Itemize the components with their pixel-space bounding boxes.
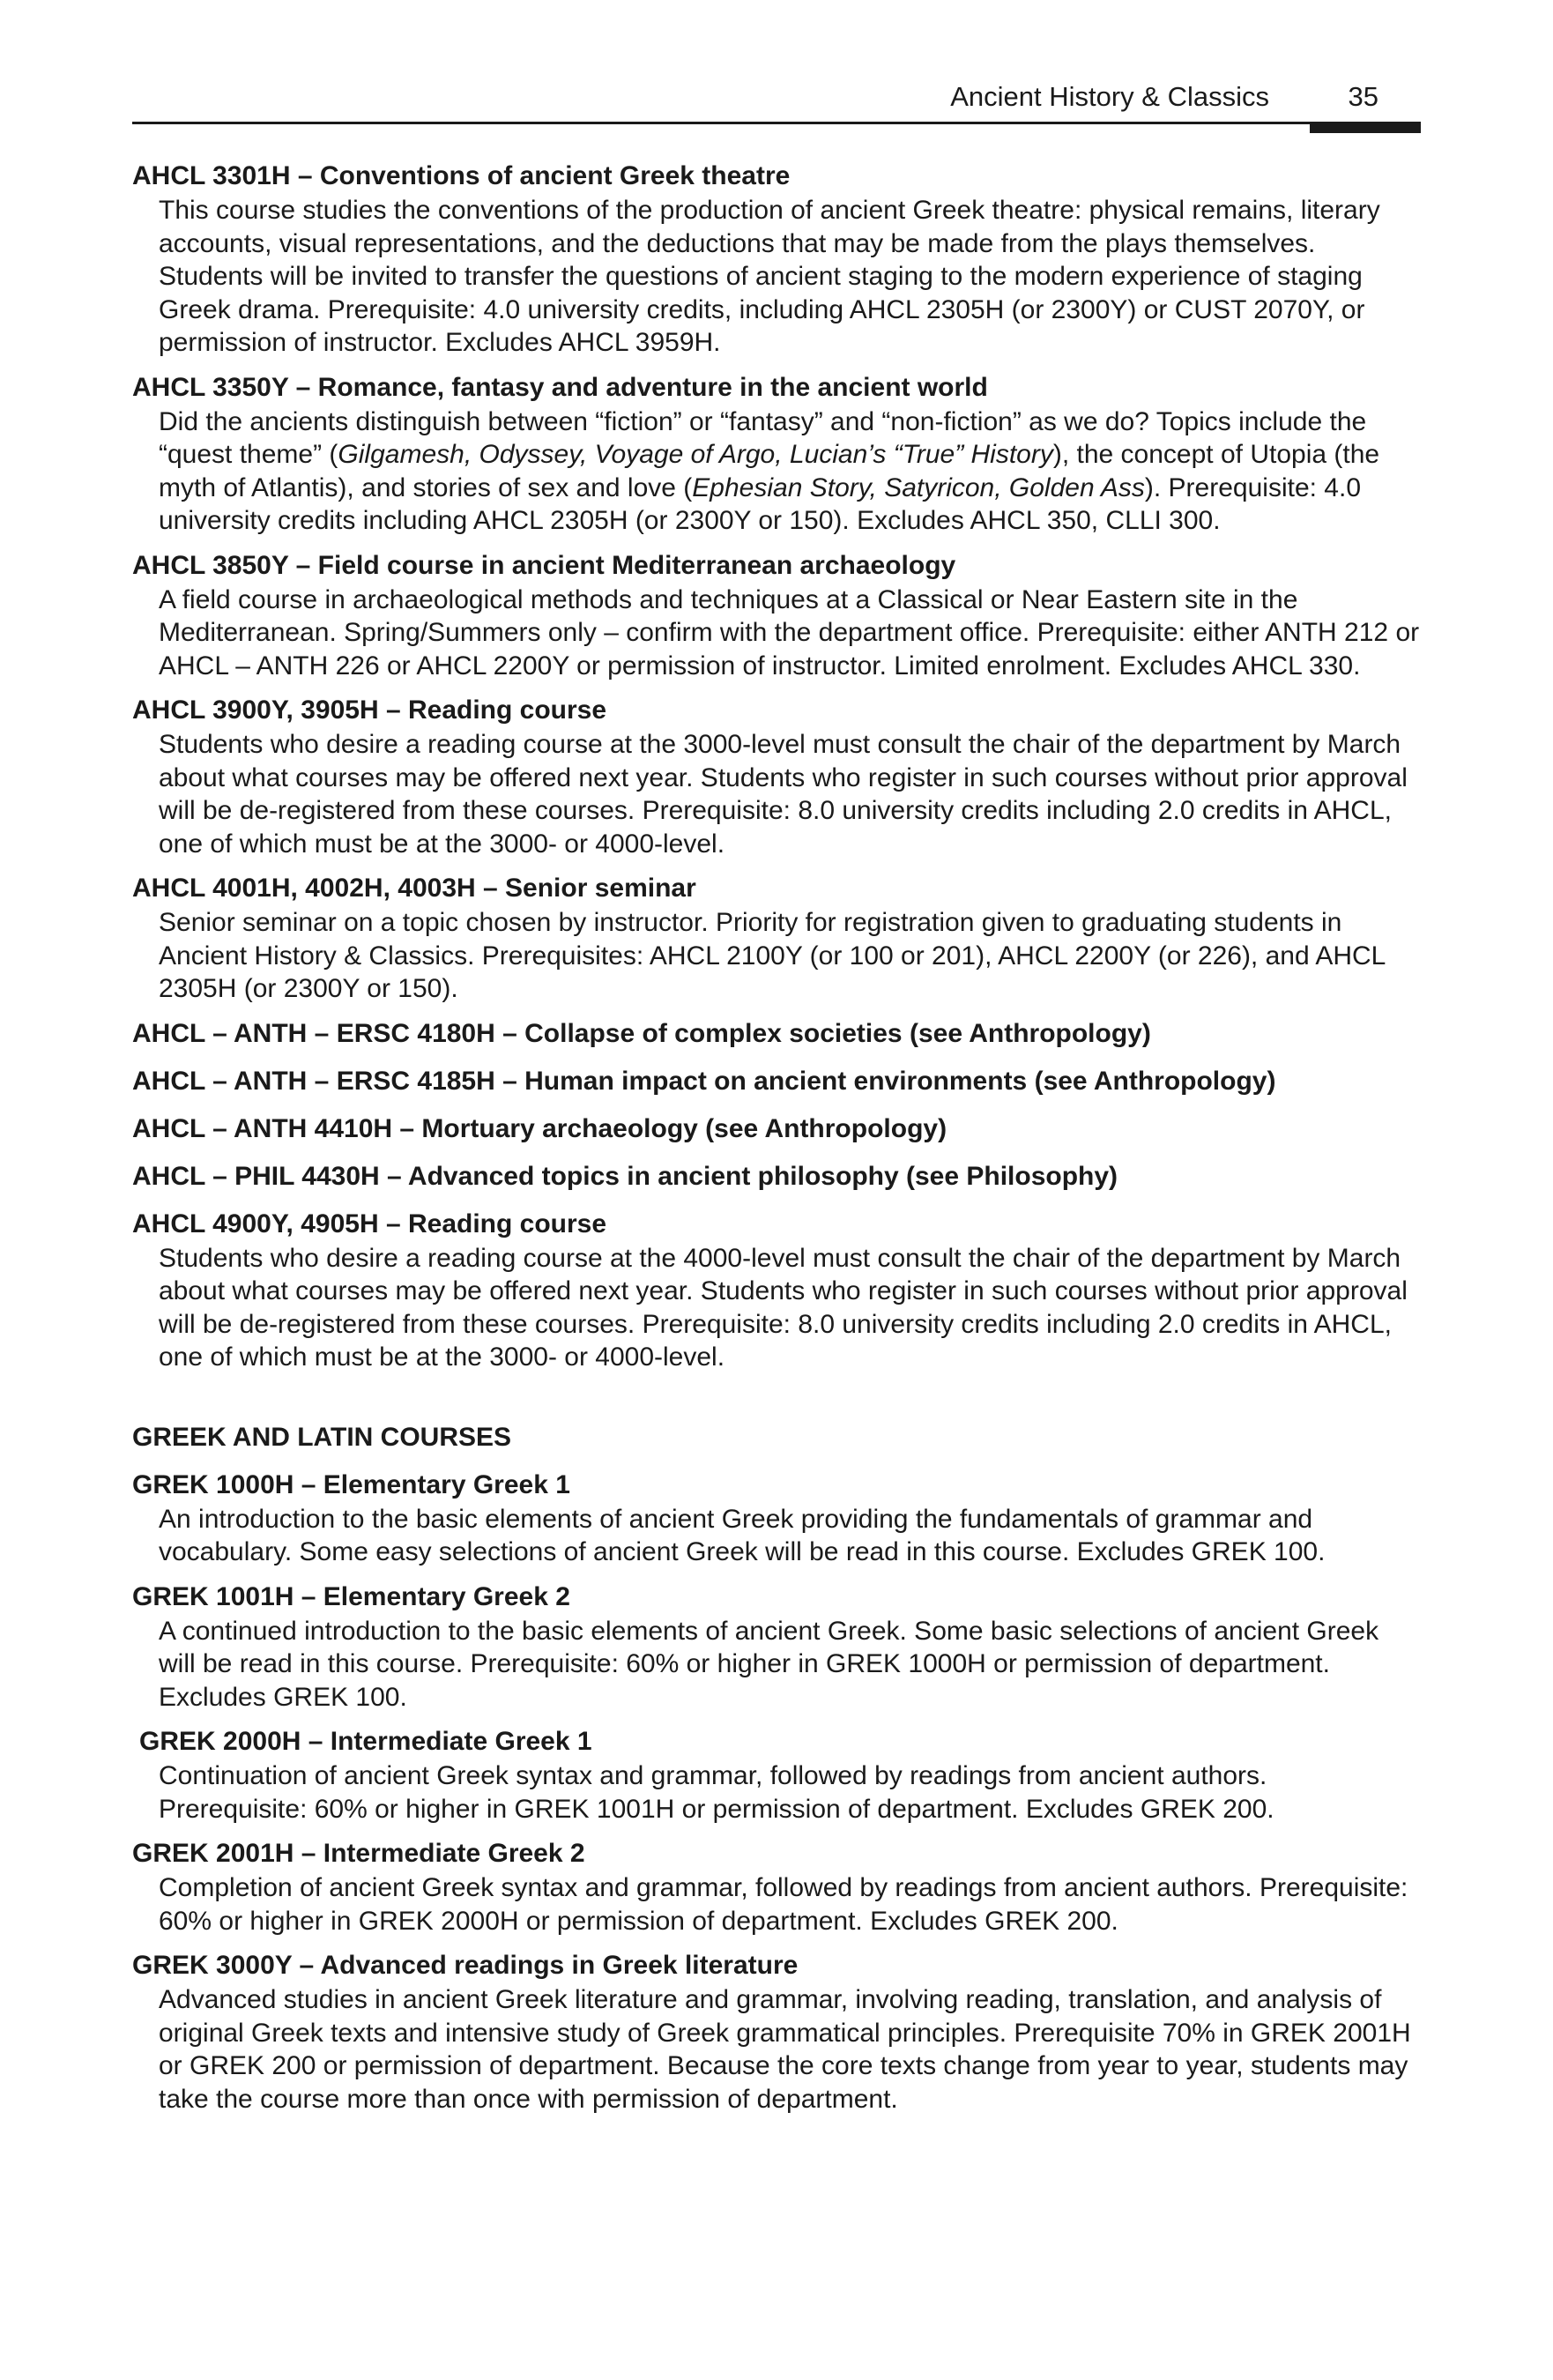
course-heading: AHCL 3350Y – Romance, fantasy and adventure in the ancient world bbox=[132, 372, 988, 402]
running-head-title: Ancient History & Classics bbox=[950, 81, 1269, 112]
course-description: Advanced studies in ancient Greek literature and grammar, involving reading, translation, and analysis of original Greek texts and intensive study of Greek grammatical principles. Prerequisite 70% in GREK 2001H or GREK 200 or permission of department. Because the core texts change from year to year, students may take the course more than once with permission of department. bbox=[159, 1985, 1411, 2114]
course-entry bbox=[132, 693, 1421, 860]
course-heading: GREK 2000H – Intermediate Greek 1 bbox=[139, 1727, 592, 1756]
course-entry bbox=[132, 1064, 1421, 1099]
section-title: GREEK AND LATIN COURSES bbox=[132, 1422, 512, 1452]
description-text: Did the ancients distinguish between “fiction” or “fantasy” and “non-fiction” as we do? Topics include the “quest theme” ( bbox=[159, 406, 1367, 469]
description-text: ), the concept of Utopia (the myth of Atlantis), and stories of sex and love ( bbox=[159, 440, 1380, 502]
course-heading: AHCL 4900Y, 4905H – Reading course bbox=[132, 1209, 607, 1238]
course-entry bbox=[132, 1724, 1421, 1826]
course-entry bbox=[132, 871, 1421, 1006]
course-description: A field course in archaeological methods and techniques at a Classical or Near Eastern site in the Mediterranean. Spring/Summers only – confirm with the department office. Prerequisite: either ANTH 212 or AHCL – ANTH 226 or AHCL 2200Y or permission of instructor. Limited enrolment. Excludes AHCL 330. bbox=[159, 584, 1420, 681]
italic-titles: Gilgamesh, Odyssey, Voyage of Argo, Lucian’s “True” History bbox=[338, 440, 1053, 469]
course-heading: AHCL 3301H – Conventions of ancient Greek theatre bbox=[132, 161, 791, 190]
course-heading: GREK 1000H – Elementary Greek 1 bbox=[132, 1469, 570, 1499]
course-heading: AHCL 3900Y, 3905H – Reading course bbox=[132, 695, 607, 725]
course-entry bbox=[132, 159, 1421, 360]
italic-titles: Ephesian Story, Satyricon, Golden Ass bbox=[692, 472, 1145, 502]
course-entry bbox=[132, 1159, 1421, 1194]
course-heading: AHCL – PHIL 4430H – Advanced topics in ancient philosophy (see Philosophy) bbox=[132, 1161, 1118, 1191]
course-description: Completion of ancient Greek syntax and grammar, followed by readings from ancient authors. Prerequisite: 60% or higher in GREK 2000H or permission of department. Excludes GREK 200. bbox=[159, 1873, 1408, 1936]
course-description: Students who desire a reading course at the 4000-level must consult the chair of the department by March about what courses may be offered next year. Students who register in such courses without prior approval will be de-registered from these courses. Prerequisite: 8.0 university credits including 2.0 credits in AHCL, one of which must be at the 3000- or 4000-level. bbox=[159, 1243, 1408, 1372]
header-rule bbox=[132, 122, 1310, 124]
page-number: 35 bbox=[1348, 81, 1378, 112]
course-heading: GREK 2001H – Intermediate Greek 2 bbox=[132, 1839, 585, 1868]
course-heading: GREK 1001H – Elementary Greek 2 bbox=[132, 1581, 570, 1611]
description-text: ). Prerequisite: 4.0 university credits including AHCL 2305H (or 2300Y or 150). Excludes AHCL 350, CLLI 300. bbox=[159, 472, 1362, 535]
running-header bbox=[132, 78, 1421, 123]
course-description: Students who desire a reading course at the 3000-level must consult the chair of the department by March about what courses may be offered next year. Students who register in such courses without prior approval will be de-registered from these courses. Prerequisite: 8.0 university credits including 2.0 credits in AHCL, one of which must be at the 3000- or 4000-level. bbox=[159, 730, 1408, 859]
course-entry bbox=[132, 1836, 1421, 1937]
course-description: Senior seminar on a topic chosen by instructor. Priority for registration given to graduating students in Ancient History & Classics. Prerequisites: AHCL 2100Y (or 100 or 201), AHCL 2200Y (or 226), and AHCL 2305H (or 2300Y or 150). bbox=[159, 908, 1386, 1003]
course-description: Continuation of ancient Greek syntax and grammar, followed by readings from ancient authors. Prerequisite: 60% or higher in GREK 1001H or permission of department. Excludes GREK 200. bbox=[159, 1761, 1274, 1824]
course-entry bbox=[132, 1112, 1421, 1147]
course-heading: AHCL 3850Y – Field course in ancient Mediterranean archaeology bbox=[132, 550, 956, 580]
course-heading: AHCL 4001H, 4002H, 4003H – Senior seminar bbox=[132, 874, 696, 903]
course-entry bbox=[132, 1016, 1421, 1052]
course-entry bbox=[132, 1207, 1421, 1374]
course-entry bbox=[132, 1948, 1421, 2116]
course-description bbox=[132, 405, 1421, 538]
course-description: A continued introduction to the basic elements of ancient Greek. Some basic selections of ancient Greek will be read in this course. Prerequisite: 60% or higher in GREK 1000H or permission of department. Excludes GREK 100. bbox=[159, 1616, 1379, 1712]
course-entry bbox=[132, 370, 1421, 538]
course-entry bbox=[132, 1468, 1421, 1569]
course-description: An introduction to the basic elements of ancient Greek providing the fundamentals of grammar and vocabulary. Some easy selections of ancient Greek will be read in this course. Excludes GREK 100. bbox=[159, 1504, 1326, 1566]
course-heading: AHCL – ANTH 4410H – Mortuary archaeology (see Anthropology) bbox=[132, 1113, 947, 1143]
course-listing bbox=[132, 159, 1421, 2126]
course-heading: AHCL – ANTH – ERSC 4180H – Collapse of complex societies (see Anthropology) bbox=[132, 1018, 1151, 1048]
header-thumb-tab bbox=[1310, 122, 1421, 133]
course-heading: GREK 3000Y – Advanced readings in Greek literature bbox=[132, 1951, 799, 1980]
course-entry bbox=[132, 548, 1421, 683]
course-description: This course studies the conventions of the production of ancient Greek theatre: physical remains, literary accounts, visual representations, and the deductions that may be made from the plays themselves. Students will be invited to transfer the questions of ancient staging to the modern experience of staging Greek drama. Prerequisite: 4.0 university credits, including AHCL 2305H (or 2300Y) or CUST 2070Y, or permission of instructor. Excludes AHCL 3959H. bbox=[159, 196, 1380, 357]
course-heading: AHCL – ANTH – ERSC 4185H – Human impact on ancient environments (see Anthropology) bbox=[132, 1066, 1276, 1096]
course-entry bbox=[132, 1580, 1421, 1714]
